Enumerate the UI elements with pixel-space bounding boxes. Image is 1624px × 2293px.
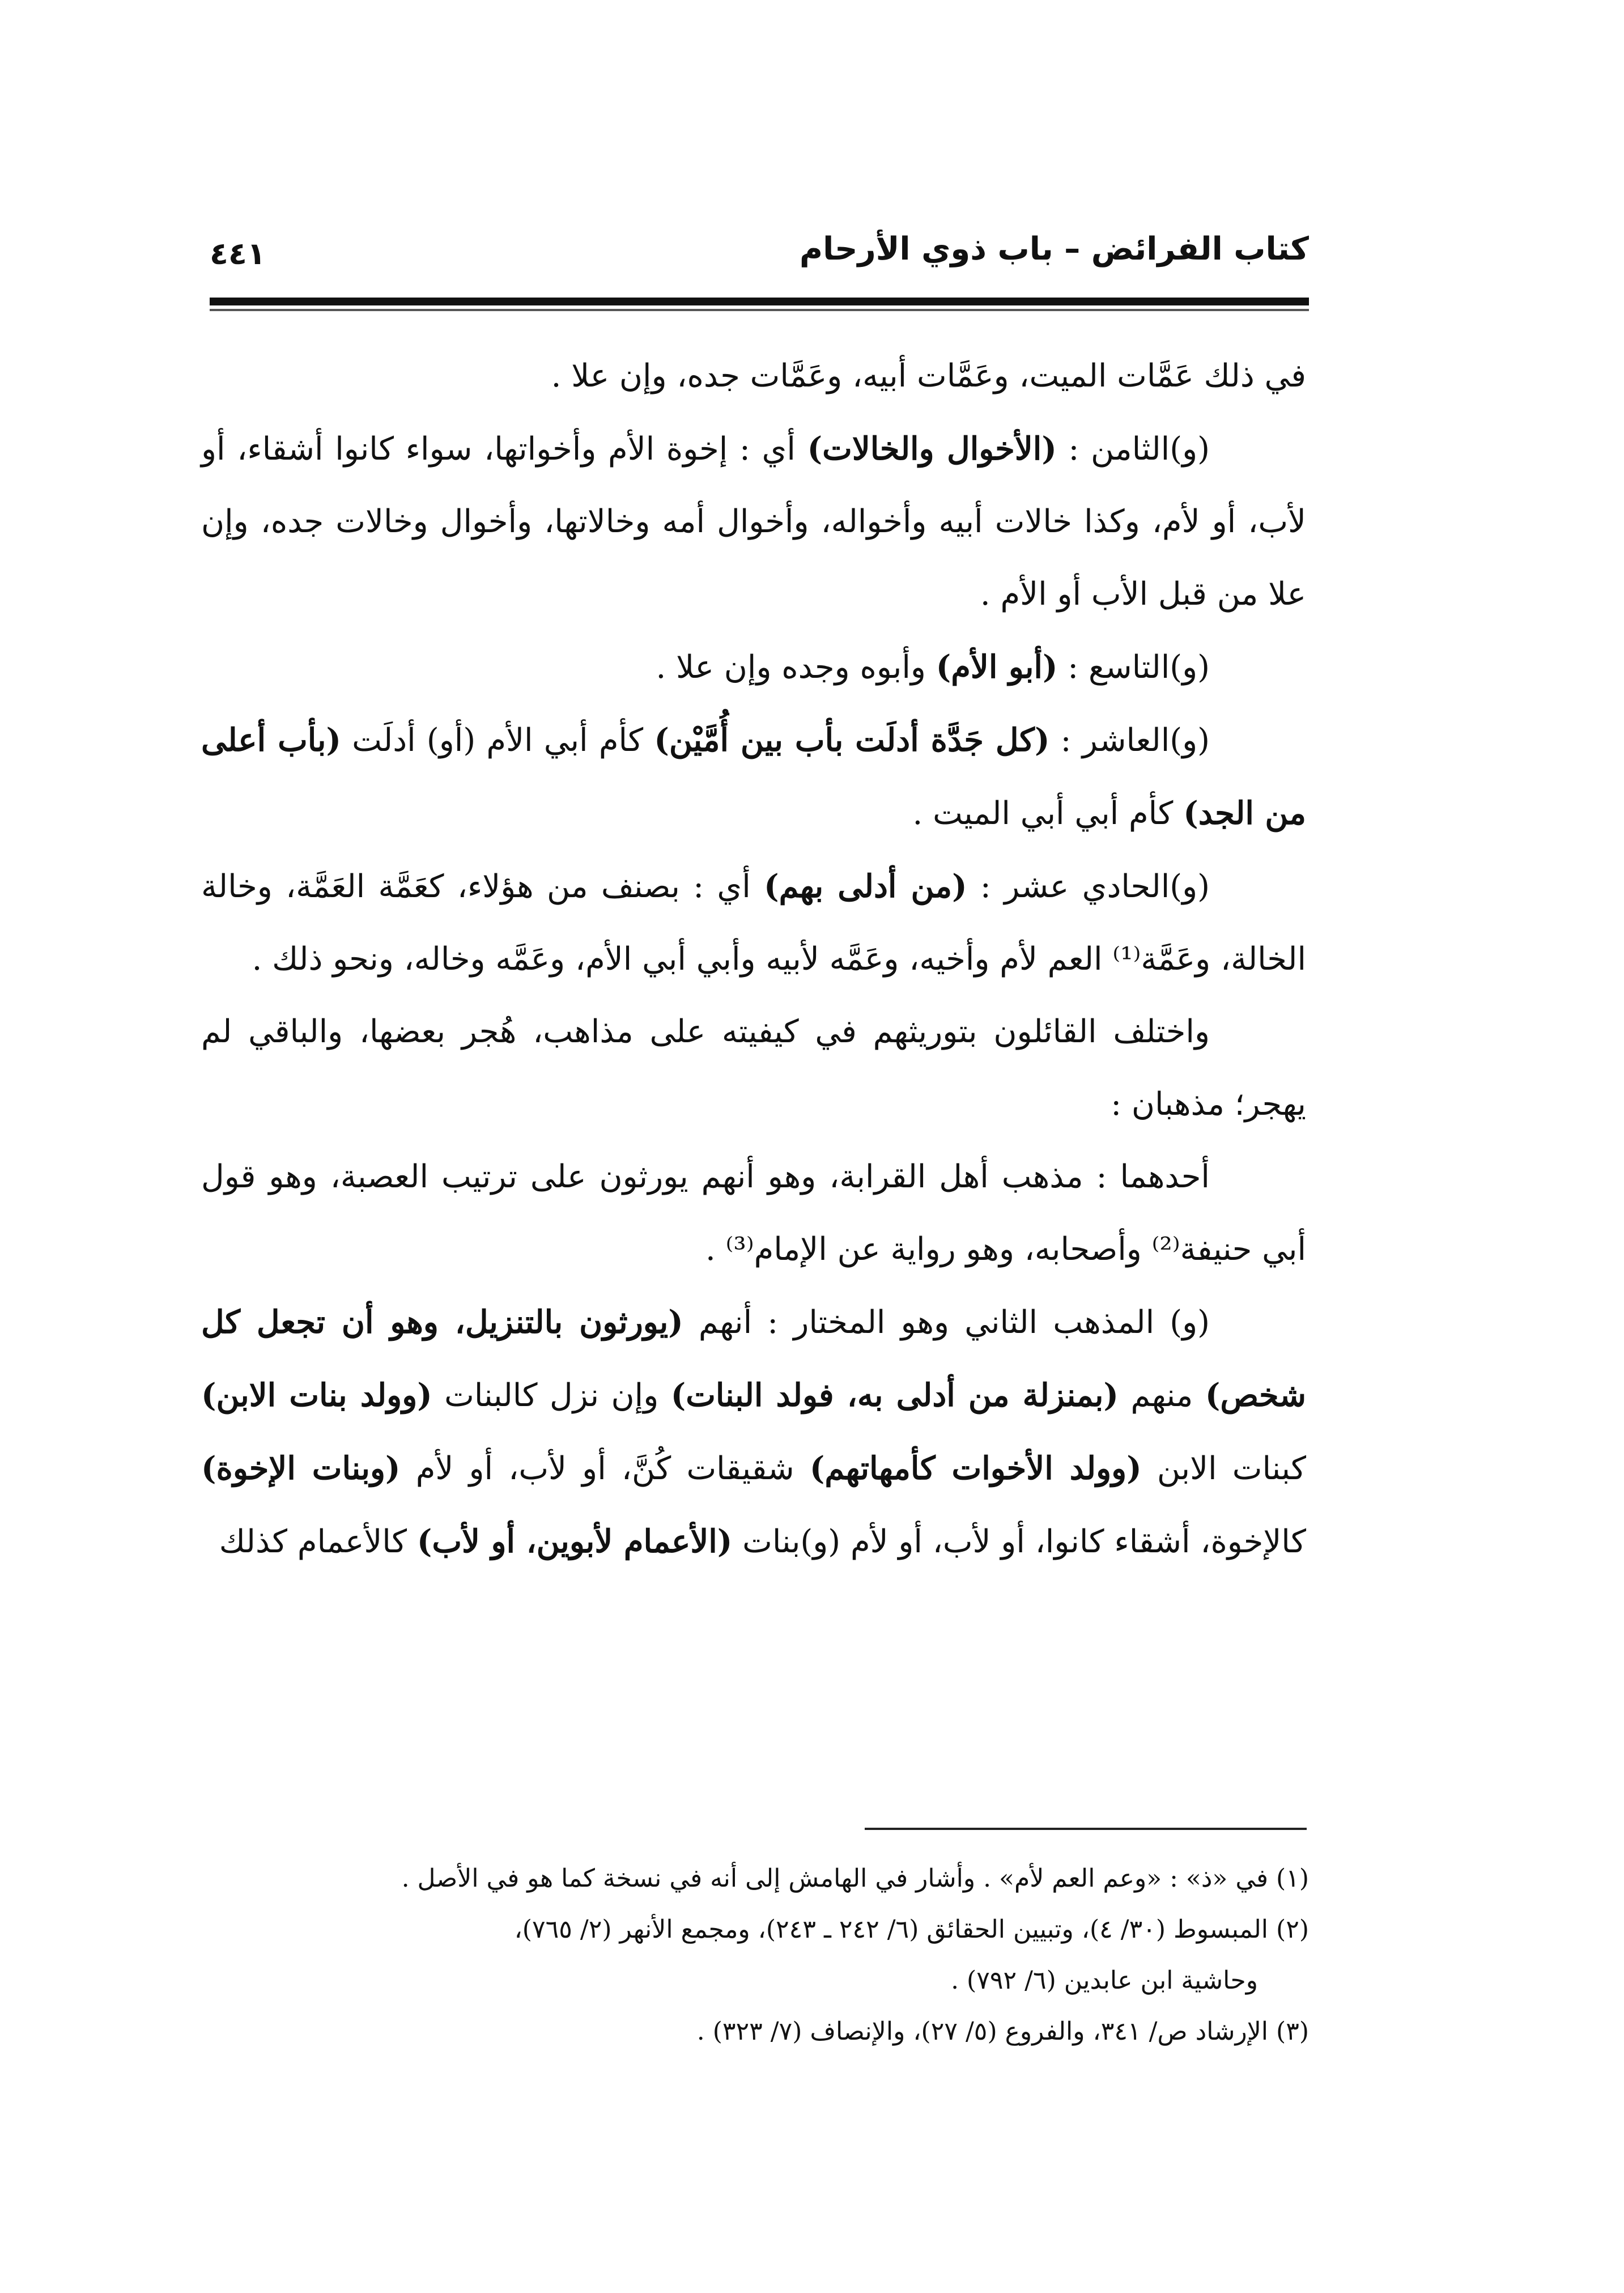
paragraph-8-text-4: شقيقات كُنَّ، أو لأب، أو لأم [400,1450,810,1487]
paragraph-8-bold-3: (وولد بنات الابن) [201,1377,432,1414]
paragraph-8-text-6: كالأعمام كذلك [219,1523,417,1560]
footnote-2-continued: وحاشية ابن عابدين (٦/ ٧٩٢) . [951,1966,1258,1995]
paragraph-2-text: أي : إخوة الأم وأخواتها، سواء كانوا أشقاء، أو لأب، أو لأم، وكذا خالات أبيه وأخواله، وأخوال أمه وخالاتها، وأخوال وخالات جده، وإن علا من قبل الأب أو الأم . [201,431,1306,613]
paragraph-2-lead: (و)الثامن : [1056,431,1210,468]
body-text [201,340,1306,1578]
paragraph-8-text-5: كالإخوة، أشقاء كانوا، أو لأب، أو لأم (و)بنات [732,1523,1306,1560]
footnote-1: (١) في «ذ» : «وعم العم لأم» . وأشار في الهامش إلى أنه في نسخة كما هو في الأصل . [401,1864,1309,1893]
paragraph-8-text-1: منهم [1119,1377,1205,1414]
paragraph-5-bold: (من أدلى بهم) [764,868,967,905]
footnotes [215,1853,1309,2057]
paragraph-5-lead: (و)الحادي عشر : [967,868,1210,905]
paragraph-8-lead: (و) المذهب الثاني وهو المختار : أنهم [683,1304,1210,1341]
paragraph-8-bold-2: (بمنزلة من أدلى به، فولد البنات) [670,1377,1119,1414]
paragraph-2-bold: (الأخوال والخالات) [807,430,1057,468]
paragraph-7: أحدهما : مذهب أهل القرابة، وهو أنهم يورثون على ترتيب العصبة، وهو قول أبي حنيفة⁽²⁾ وأصحابه، وهو رواية عن الإمام⁽³⁾ . [201,1158,1306,1268]
paragraph-1: في ذلك عَمَّات الميت، وعَمَّات أبيه، وعَمَّات جده، وإن علا . [551,358,1306,394]
paragraph-8-text-2: وإن نزل كالبنات [432,1377,671,1414]
paragraph-3-bold: (أبو الأم) [936,648,1058,686]
paragraph-3-text: وأبوه وجده وإن علا . [656,649,936,686]
footnote-2: (٢) المبسوط (٣٠/ ٤)، وتبيين الحقائق (٦/ ٢٤٢ ـ ٢٤٣)، ومجمع الأنهر (٢/ ٧٦٥)، [514,1915,1309,1944]
paragraph-6: واختلف القائلون بتوريثهم في كيفيته على مذاهب، هُجر بعضها، والباقي لم يهجر؛ مذهبان : [201,1013,1306,1123]
paragraph-2 [201,413,1306,631]
paragraph-4-bold-2: (بأب أعلى من الجد) [201,721,1306,832]
footnote-separator [865,1828,1307,1830]
paragraph-4 [201,704,1306,850]
paragraph-8-text-3: كبنات الابن [1141,1450,1306,1487]
paragraph-4-bold-1: (كل جَدَّة أدلَت بأب بين أُمَّيْن) [654,721,1050,759]
paragraph-8-bold-1: (يورثون بالتنزيل، وهو أن تجعل كل شخص) [201,1303,1307,1414]
paragraph-8 [201,1286,1306,1578]
paragraph-3 [201,631,1306,704]
paragraph-8-bold-6: (الأعمام لأبوين، أو لأب) [416,1523,733,1560]
header-title: كتاب الفرائض – باب ذوي الأرحام [800,231,1309,267]
header-rule-fine [210,309,1309,311]
paragraph-5-text: أي : بصنف من هؤلاء، كعَمَّة العَمَّة، وخالة الخالة، وعَمَّة⁽¹⁾ العم لأم وأخيه، وعَمَّه لأبيه وأبي أبي الأم، وعَمَّه وخاله، ونحو ذلك . [201,868,1306,978]
paragraph-8-bold-4: (وولد الأخوات كأمهاتهم) [809,1450,1142,1487]
footnote-3: (٣) الإرشاد ص/ ٣٤١، والفروع (٥/ ٢٧)، والإنصاف (٧/ ٣٢٣) . [696,2017,1309,2046]
page-number: ٤٤١ [210,236,266,271]
paragraph-8-bold-5: (وبنات الإخوة) [201,1450,401,1487]
paragraph-4-lead: (و)العاشر : [1049,722,1210,759]
running-header [210,227,1309,278]
paragraph-5 [201,850,1306,996]
paragraph-4-text-2: كأم أبي أبي الميت . [912,795,1184,832]
paragraph-4-text-1: كأم أبي الأم (أو) أدلَت [341,722,654,759]
header-rule [210,298,1309,305]
paragraph-3-lead: (و)التاسع : [1057,649,1210,686]
